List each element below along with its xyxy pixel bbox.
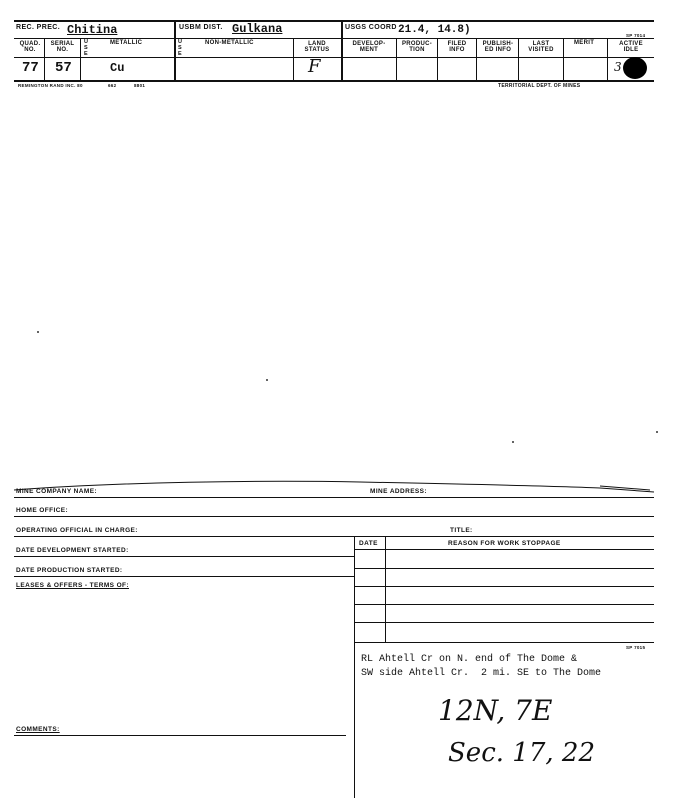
mine-company-name-label: MINE COMPANY NAME: — [16, 488, 97, 495]
col-div-9 — [518, 38, 519, 80]
speck — [656, 431, 658, 433]
col-development: DEVELOP- MENT — [352, 41, 386, 53]
title-label: TITLE: — [450, 527, 473, 534]
rule-date-header — [354, 549, 654, 550]
rule-center — [354, 536, 355, 798]
col-div-3 — [174, 20, 176, 80]
printer-code-1: 662 — [108, 83, 117, 88]
usgs-coord-value: 21.4, 14.8) — [398, 24, 471, 36]
issuing-agency: TERRITORIAL DEPT. OF MINES — [498, 83, 581, 89]
col-metallic: METALLIC — [110, 40, 143, 46]
printer-code-2: 8801 — [134, 83, 146, 88]
rule-stop-4 — [354, 622, 654, 623]
punch-hole — [623, 57, 647, 79]
usbm-dist-value: Gulkana — [232, 22, 283, 36]
top-card-border-bottom — [14, 80, 654, 82]
col-div-1 — [44, 38, 45, 80]
values-divider — [14, 57, 654, 58]
col-div-10 — [563, 38, 564, 80]
land-status-value: F — [308, 56, 321, 77]
rule-stop-2 — [354, 586, 654, 587]
speck — [266, 379, 268, 381]
col-published-info: PUBLISH- ED INFO — [482, 41, 514, 53]
col-div-2 — [80, 38, 81, 80]
col-div-8 — [476, 38, 477, 80]
rule-company — [14, 497, 654, 498]
rule-official — [14, 536, 654, 537]
speck — [37, 331, 39, 333]
col-div-11 — [607, 38, 608, 80]
quad-no-value: 77 — [22, 60, 39, 76]
col-non-metallic: NON-METALLIC — [205, 40, 254, 46]
header-divider — [14, 38, 654, 39]
rule-stop-1 — [354, 568, 654, 569]
rule-prod — [14, 576, 354, 577]
top-card-border-top — [14, 20, 654, 22]
rule-stop-5 — [354, 642, 654, 643]
card-edge — [0, 468, 678, 498]
date-production-label: DATE PRODUCTION STARTED: — [16, 567, 123, 574]
serial-no-value: 57 — [55, 60, 72, 76]
date-development-label: DATE DEVELOPMENT STARTED: — [16, 547, 129, 554]
rec-prec-label: REC. PREC. — [16, 24, 61, 31]
form-number: SP 7014 — [626, 33, 646, 38]
usgs-coord-label: USGS COORD — [345, 24, 397, 31]
col-last-visited: LAST VISITED — [528, 41, 554, 53]
col-div-7 — [437, 38, 438, 80]
home-office-label: HOME OFFICE: — [16, 507, 69, 514]
metallic-value: Cu — [110, 61, 125, 75]
typed-note — [361, 653, 601, 681]
operating-official-label: OPERATING OFFICIAL IN CHARGE: — [16, 527, 138, 534]
col-quad-no: QUAD. NO. — [19, 41, 41, 53]
usbm-dist-label: USBM DIST. — [179, 24, 223, 31]
col-production: PRODUC- TION — [401, 41, 433, 53]
date-header: DATE — [359, 540, 378, 547]
speck — [512, 441, 514, 443]
rule-date-col — [385, 536, 386, 642]
rule-home-office — [14, 516, 654, 517]
col-div-5 — [341, 20, 343, 80]
col-div-6 — [396, 38, 397, 80]
col-use-nonmetallic: U S E — [178, 39, 183, 57]
col-land-status: LAND STATUS — [304, 41, 330, 53]
printer-mark: REMINGTON RAND INC. 80 — [18, 83, 83, 88]
handwritten-township: 12N, 7E — [438, 694, 553, 727]
bottom-form-number: SP 7015 — [626, 645, 646, 650]
col-div-4 — [293, 38, 294, 80]
comments-label: COMMENTS: — [16, 726, 60, 733]
mine-address-label: MINE ADDRESS: — [370, 488, 427, 495]
rule-comments — [14, 735, 346, 736]
handwritten-section: Sec. 17, 22 — [448, 738, 595, 768]
col-filed-info: FILED INFO — [447, 41, 467, 53]
reason-header: REASON FOR WORK STOPPAGE — [448, 540, 561, 547]
active-idle-value: 3 — [614, 60, 622, 74]
typed-note-line-1: RL Ahtell Cr on N. end of The Dome & — [361, 654, 578, 665]
col-use-metallic: U S E — [84, 39, 89, 57]
rec-prec-value: Chitina — [67, 23, 118, 37]
col-active-idle: ACTIVE IDLE — [619, 41, 643, 53]
leases-label: LEASES & OFFERS - TERMS OF: — [16, 582, 129, 589]
rule-dev — [14, 556, 354, 557]
rule-stop-3 — [354, 604, 654, 605]
typed-note-line-2: SW side Ahtell Cr. 2 mi. SE to The Dome — [361, 668, 602, 679]
col-serial-no: SERIAL NO. — [50, 41, 75, 53]
col-merit: MERIT — [574, 40, 595, 46]
